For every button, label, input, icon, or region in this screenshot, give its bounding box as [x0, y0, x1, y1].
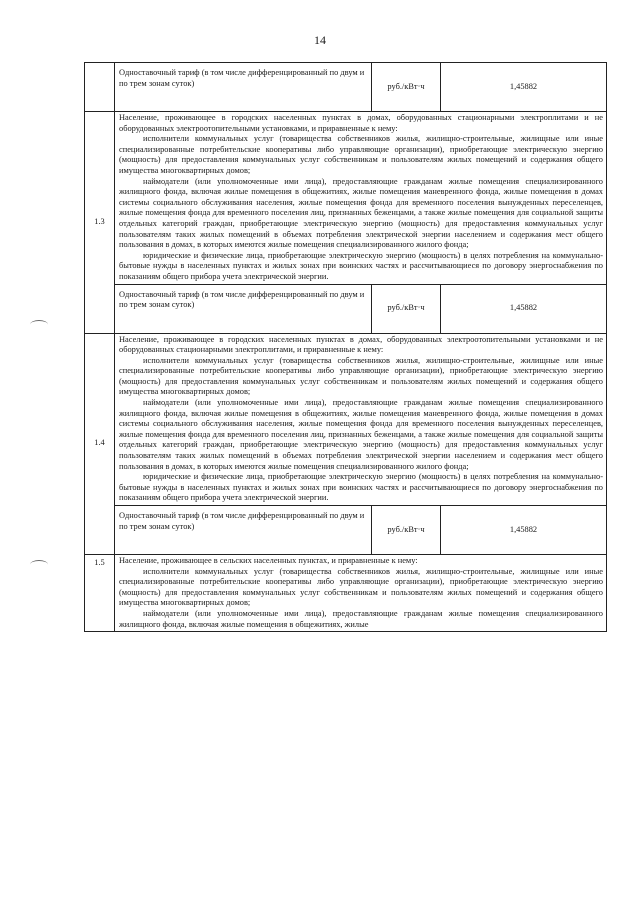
- section-row: [85, 555, 607, 632]
- tariff-value: 1,45882: [441, 284, 607, 333]
- section-row: [85, 112, 607, 285]
- section-paragraph: наймодатели (или уполномоченные ими лица), предоставляющие гражданам жилые помещения специализированного жилищного фонда, включая жилые помещения в общежитиях, жилые помещения маневренного фонда, жилые помещения в домах системы социального обслуживания населения, жилые помещения фонда для временного поселения вынужденных переселенцев, жилые помещения фонда для временного поселения лиц, признанных беженцами, а также жилые помещения для социальной защиты отдельных категорий граждан, приобретающие электрическую энергию (мощность) для предоставления коммунальных услуг пользователям таких жилых помещений в объемах потребления электрической энергии населением и содержания мест общего пользования в домах, в которых имеются жилые помещения специализированного жилого фонда;: [119, 398, 603, 471]
- section-paragraph: исполнители коммунальных услуг (товарищества собственников жилья, жилищно-строительные, жилищные или иные специализированные потребительские кооперативы либо управляющие организации), приобретающие электрическую энергию (мощность) для предоставления коммунальных услуг собственникам и пользователям жилых помещений и содержания общего имущества многоквартирных домов;: [119, 134, 603, 175]
- page-number: 14: [314, 33, 326, 47]
- tariff-unit: руб./кВт·ч: [372, 506, 441, 555]
- tariff-label: Одноставочный тариф (в том числе дифференцированный по двум и по трем зонам суток): [115, 284, 372, 333]
- tariff-label: Одноставочный тариф (в том числе дифференцированный по двум и по трем зонам суток): [115, 63, 372, 112]
- section-paragraph: Население, проживающее в сельских населенных пунктах, и приравненные к нему:: [119, 556, 418, 565]
- tariff-table: [84, 62, 607, 632]
- section-paragraph: исполнители коммунальных услуг (товарищества собственников жилья, жилищно-строительные, жилищные или иные специализированные потребительские кооперативы либо управляющие организации), приобретающие электрическую энергию (мощность) для предоставления коммунальных услуг собственникам и пользователям жилых помещений и содержания общего имущества многоквартирных домов;: [119, 566, 603, 608]
- tariff-unit: руб./кВт·ч: [372, 63, 441, 112]
- section-number: 1.3: [85, 112, 115, 334]
- section-paragraph: юридические и физические лица, приобретающие электрическую энергию (мощность) в целях потребления на коммунально-бытовые нужды в населенных пунктах и жилых зонах при воинских частях и рассчитывающиеся по договору энергоснабжения по показаниям общего прибора учета электрической энергии.: [119, 250, 603, 281]
- section-text: [115, 112, 607, 285]
- section-paragraph: исполнители коммунальных услуг (товарищества собственников жилья, жилищно-строительные, жилищные или иные специализированные потребительские кооперативы либо управляющие организации), приобретающие электрическую энергию (мощность) для предоставления коммунальных услуг собственникам и пользователям жилых помещений и содержания общего имущества многоквартирных домов;: [119, 355, 603, 397]
- section-paragraph: наймодатели (или уполномоченные ими лица), предоставляющие гражданам жилые помещения специализированного жилищного фонда, включая жилые помещения в общежитиях, жилые помещения маневренного фонда, жилые помещения в домах системы социального обслуживания населения, жилые помещения фонда для временного поселения вынужденных переселенцев, жилые помещения фонда для временного поселения лиц, признанных беженцами, а также жилые помещения для социальной защиты отдельных категорий граждан, приобретающие электрическую энергию (мощность) для предоставления коммунальных услуг пользователям таких жилых помещений в объемах потребления электрической энергии населением и содержания мест общего пользования в домах, в которых имеются жилые помещения специализированного жилого фонда;: [119, 176, 603, 250]
- section-paragraph: наймодатели (или уполномоченные ими лица), предоставляющие гражданам жилые помещения специализированного жилищного фонда, включая жилые помещения в общежитиях, жилые: [119, 608, 603, 629]
- row-number-cell: [85, 63, 115, 112]
- section-number: 1.4: [85, 333, 115, 555]
- section-text: [115, 333, 607, 506]
- tariff-value: 1,45882: [441, 506, 607, 555]
- tariff-row: [85, 284, 607, 333]
- section-paragraph: Население, проживающее в городских населенных пунктах в домах, оборудованных электроотопительными установками и не оборудованных стационарными электроплитами, и приравненные к нему:: [119, 334, 603, 355]
- section-row: [85, 333, 607, 506]
- margin-mark: [30, 560, 48, 569]
- section-paragraph: юридические и физические лица, приобретающие электрическую энергию (мощность) в целях потребления на коммунально-бытовые нужды в населенных пунктах и жилых зонах при воинских частях и рассчитывающиеся по договору энергоснабжения по показаниям общего прибора учета электрической энергии.: [119, 472, 603, 503]
- tariff-label: Одноставочный тариф (в том числе дифференцированный по двум и по трем зонам суток): [115, 506, 372, 555]
- section-number: 1.5: [85, 555, 115, 632]
- tariff-unit: руб./кВт·ч: [372, 284, 441, 333]
- section-paragraph: Население, проживающее в городских населенных пунктах в домах, оборудованных стационарными электроплитами и не оборудованных электроотопительными установками, и приравненные к нему:: [119, 113, 603, 133]
- tariff-row: [85, 506, 607, 555]
- tariff-value: 1,45882: [441, 63, 607, 112]
- margin-mark: [30, 320, 48, 329]
- section-text: [115, 555, 607, 632]
- tariff-row: [85, 63, 607, 112]
